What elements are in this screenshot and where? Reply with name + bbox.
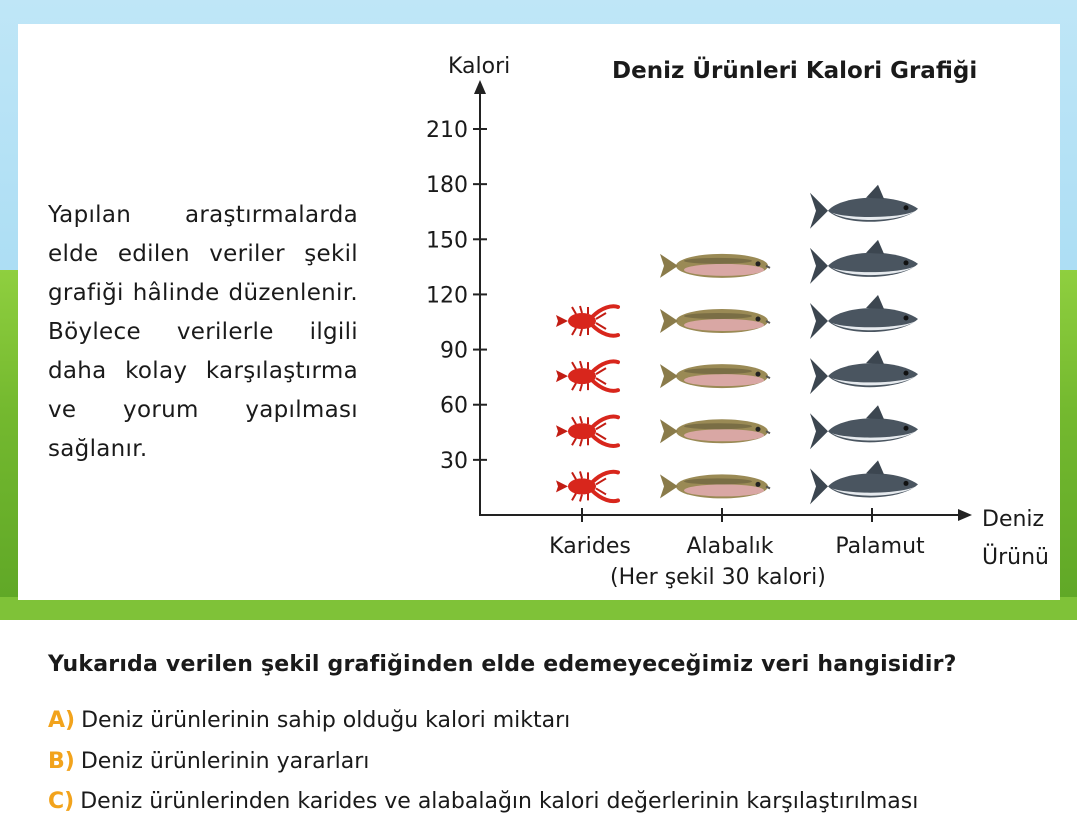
option-c-letter: C) (48, 789, 75, 814)
option-a-letter: A) (48, 708, 76, 733)
y-tick-label: 210 (426, 118, 468, 143)
y-tick-label: 120 (426, 283, 468, 309)
shrimp-icon (556, 416, 618, 446)
option-a-text: Deniz ürünlerinin sahip olduğu kalori miktarı (81, 708, 571, 733)
chart-note: (Her şekil 30 kalori) (610, 565, 826, 590)
option-b-letter: B) (48, 749, 75, 774)
option-a[interactable] (48, 708, 570, 733)
x-axis-label-line1: Deniz (982, 507, 1045, 532)
tuna-icon (810, 295, 918, 339)
trout-icon (660, 419, 770, 443)
tuna-icon (810, 240, 918, 284)
question-text: Yukarıda verilen şekil grafiğinden elde edemeyeceğimiz veri hangisidir? (48, 652, 957, 677)
y-tick-label: 60 (440, 393, 468, 419)
tuna-icon (810, 185, 918, 229)
option-c[interactable] (48, 789, 918, 814)
shrimp-icon (556, 361, 618, 391)
y-axis-arrow (474, 80, 486, 94)
tuna-icon (810, 405, 918, 449)
y-tick-label: 90 (440, 338, 468, 364)
trout-icon (660, 364, 770, 388)
intro-paragraph: Yapılan araştırmalarda elde edilen veriler şekil grafiği hâlinde düzenlenir. Böylece verilerle ilgili daha kolay karşılaştırma ve yorum yapılması sağlanır. (48, 202, 358, 462)
shrimp-icon (556, 471, 618, 501)
option-b-text: Deniz ürünlerinin yararları (80, 749, 370, 774)
trout-icon (660, 309, 770, 333)
chart-title: Deniz Ürünleri Kalori Grafiği (612, 58, 978, 84)
shrimp-icon (556, 306, 618, 336)
x-tick-label: Palamut (835, 534, 925, 559)
trout-icon (660, 474, 770, 498)
y-tick-label: 30 (440, 448, 468, 474)
option-c-text: Deniz ürünlerinden karides ve alabalağın kalori değerlerinin karşılaştırılması (80, 789, 919, 814)
y-tick-label: 150 (426, 228, 468, 254)
tuna-icon (810, 460, 918, 504)
x-tick-label: Karides (549, 534, 631, 559)
x-tick-label: Alabalık (686, 534, 774, 559)
x-axis-label-line2: Ürünü (982, 545, 1049, 570)
tuna-icon (810, 350, 918, 394)
y-axis-label: Kalori (448, 54, 511, 79)
y-tick-label: 180 (426, 173, 468, 199)
option-b[interactable] (48, 749, 369, 774)
x-axis-arrow (958, 509, 972, 521)
trout-icon (660, 254, 770, 278)
